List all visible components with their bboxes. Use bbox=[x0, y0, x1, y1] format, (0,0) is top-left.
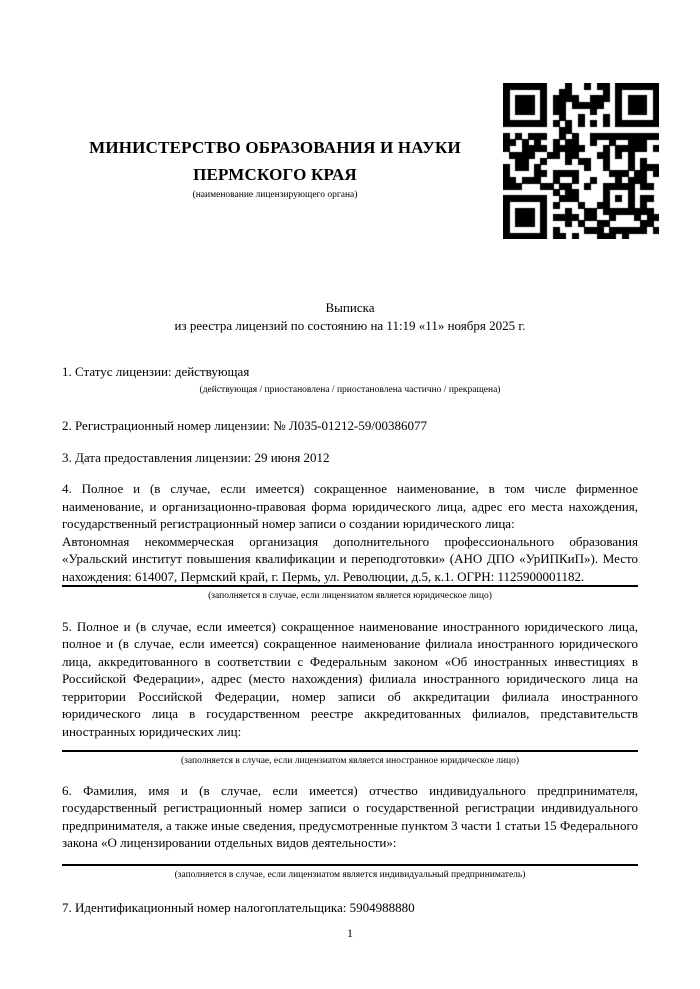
licensing-authority-header bbox=[45, 134, 505, 202]
individual-entrepreneur-label: 6. Фамилия, имя и (в случае, если имеется) отчество индивидуального предпринимателя, государственный регистрационный номер записи о государственной регистрации индивидуального предпринимателя, а также иные сведения, предусмотренные пунктом 3 части 1 статьи 15 Федерального закона «О лицензировании отдельных видов деятельности»: bbox=[62, 782, 638, 850]
foreign-entity-note: (заполняется в случае, если лицензиатом является иностранное юридическое лицо) bbox=[181, 756, 519, 766]
legal-entity-note: (заполняется в случае, если лицензиатом является юридическое лицо) bbox=[208, 591, 492, 601]
document-body bbox=[62, 299, 638, 917]
qr-code bbox=[503, 83, 659, 239]
license-status-line: 1. Статус лицензии: действующая bbox=[62, 364, 250, 379]
document-title-line1: Выписка bbox=[325, 300, 375, 315]
ministry-name-note: (наименование лицензирующего органа) bbox=[192, 190, 358, 200]
foreign-entity-fill-line bbox=[62, 742, 638, 752]
foreign-entity-section bbox=[62, 618, 638, 768]
page-number: 1 bbox=[347, 926, 353, 940]
legal-entity-section bbox=[62, 480, 638, 603]
legal-entity-value: Автономная некоммерческая организация дополнительного профессионального образования «Уральский институт повышения квалификации и переподготовки» (АНО ДПО «УрИПКиП»). Место нахождения: 614007, Пермский край, г. Пермь, ул. Революции, д.5, к.1. ОГРН: 1125900001182. bbox=[62, 533, 638, 588]
individual-entrepreneur-note: (заполняется в случае, если лицензиатом является индивидуальный предприниматель) bbox=[174, 869, 526, 880]
document-title bbox=[62, 299, 638, 334]
registration-number-line: 2. Регистрационный номер лицензии: № Л035-01212-59/00386077 bbox=[62, 418, 428, 433]
foreign-entity-label: 5. Полное и (в случае, если имеется) сокращенное наименование иностранного юридического лица, полное и (в случае, если имеется) сокращенное наименование филиала иностранного юридического лица, аккредитованного в соответствии с Федеральным законом «Об иностранных инвестициях в Российской Федерации», адрес (место нахождения) филиала иностранного юридического лица на территории Российской Федерации, номер записи об аккредитации филиала иностранного юридического лица в государственном реестре аккредитованных филиалов, представительств иностранных юридических лиц: bbox=[62, 618, 638, 739]
legal-entity-label: 4. Полное и (в случае, если имеется) сокращенное наименование, в том числе фирменное наименование, и организационно-правовая форма юридического лица, адрес его места нахождения, государственный регистрационный номер записи о создании юридического лица: bbox=[62, 481, 638, 531]
license-grant-date-line: 3. Дата предоставления лицензии: 29 июня 2012 bbox=[62, 449, 330, 465]
individual-entrepreneur-section bbox=[62, 782, 638, 882]
taxpayer-id-line: 7. Идентификационный номер налогоплательщика: 5904988880 bbox=[62, 900, 415, 915]
document-title-line2: из реестра лицензий по состоянию на 11:19 «11» ноября 2025 г. bbox=[174, 317, 526, 333]
ministry-name-line1: МИНИСТЕРСТВО ОБРАЗОВАНИЯ И НАУКИ bbox=[89, 138, 461, 157]
license-status-note: (действующая / приостановлена / приостановлена частично / прекращена) bbox=[199, 384, 501, 395]
ministry-name-line2: ПЕРМСКОГО КРАЯ bbox=[193, 165, 357, 184]
individual-entrepreneur-fill-line bbox=[62, 854, 638, 866]
